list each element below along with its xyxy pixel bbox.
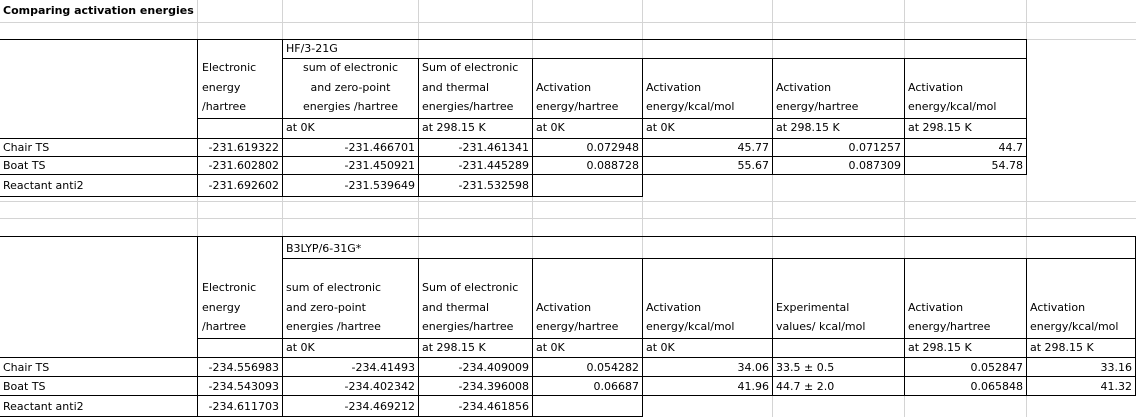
table2-header-zpe-1: sum of electronic — [286, 281, 382, 294]
table2-header-thermal-3: energies/hartree — [422, 320, 514, 333]
table1-header-thermal-3: energies/hartree — [422, 100, 514, 113]
sheet-title: Comparing activation energies — [3, 4, 194, 17]
cell-act2: 55.67 — [737, 159, 769, 172]
table2-header-act3-1: Activation — [908, 301, 964, 314]
table2-temp: at 0K — [646, 341, 675, 354]
table1-header-act4-2: energy/kcal/mol — [908, 100, 997, 113]
cell-electronic: -231.619322 — [208, 141, 279, 154]
table2-header-act1-2: energy/hartree — [536, 320, 619, 333]
table1-header-thermal-2: and thermal — [422, 81, 490, 94]
table1-header-zpe-2: and zero-point — [310, 81, 391, 94]
cell-thermal: -231.532598 — [458, 179, 529, 192]
cell-act3: 0.071257 — [848, 141, 901, 154]
cell-act3: 0.052847 — [970, 361, 1023, 374]
table2-header-electronic-3: /hartree — [202, 320, 247, 333]
table2-header-zpe-3: energies /hartree — [286, 320, 381, 333]
table2-method: B3LYP/6-31G* — [286, 242, 362, 255]
row-label: Chair TS — [3, 141, 50, 154]
cell-experimental: 44.7 ± 2.0 — [776, 380, 835, 393]
table1-header-act2-1: Activation — [646, 81, 702, 94]
table2-temp: at 298.15 K — [908, 341, 972, 354]
table1-temp: at 298.15 K — [422, 121, 486, 134]
table2-header-exp-1: Experimental — [776, 301, 850, 314]
table2-temp: at 0K — [286, 341, 315, 354]
table2-temp: at 0K — [536, 341, 565, 354]
table1-temp: at 298.15 K — [776, 121, 840, 134]
cell-act4: 41.32 — [1100, 380, 1132, 393]
table2-header-exp-2: values/ kcal/mol — [776, 320, 866, 333]
table1-header-act2-2: energy/kcal/mol — [646, 100, 735, 113]
row-label: Boat TS — [3, 159, 46, 172]
cell-act1: 0.06687 — [593, 380, 639, 393]
cell-zpe: -231.450921 — [344, 159, 415, 172]
table1-header-zpe-1: sum of electronic — [302, 61, 399, 74]
cell-zpe: -231.539649 — [344, 179, 415, 192]
cell-electronic: -234.611703 — [208, 400, 279, 413]
table1-header-thermal-1: Sum of electronic — [422, 61, 519, 74]
cell-zpe: -234.469212 — [344, 400, 415, 413]
cell-act1: 0.088728 — [586, 159, 639, 172]
cell-act2: 45.77 — [737, 141, 769, 154]
table1-header-electronic-3: /hartree — [202, 100, 247, 113]
table2-temp: at 298.15 K — [1030, 341, 1094, 354]
table1-temp: at 0K — [536, 121, 565, 134]
table1-temp: at 0K — [286, 121, 315, 134]
table1-header-act1-2: energy/hartree — [536, 100, 619, 113]
cell-act3: 0.065848 — [970, 380, 1023, 393]
cell-thermal: -234.409009 — [458, 361, 529, 374]
table2-header-act2-1: Activation — [646, 301, 702, 314]
cell-zpe: -231.466701 — [344, 141, 415, 154]
cell-electronic: -231.602802 — [208, 159, 279, 172]
cell-zpe: -234.402342 — [344, 380, 415, 393]
table2-header-thermal-2: and thermal — [422, 301, 490, 314]
table1-header-act4-1: Activation — [908, 81, 964, 94]
table2-header-electronic-2: energy — [202, 301, 241, 314]
table1-temp: at 0K — [646, 121, 675, 134]
table2-header-act2-2: energy/kcal/mol — [646, 320, 735, 333]
cell-thermal: -234.396008 — [458, 380, 529, 393]
table2-header-act3-2: energy/hartree — [908, 320, 991, 333]
cell-act2: 34.06 — [737, 361, 769, 374]
cell-act1: 0.072948 — [586, 141, 639, 154]
cell-act2: 41.96 — [737, 380, 769, 393]
cell-act4: 44.7 — [998, 141, 1023, 154]
table1-header-electronic-1: Electronic — [202, 61, 257, 74]
cell-electronic: -231.692602 — [208, 179, 279, 192]
table2-header-act1-1: Activation — [536, 301, 592, 314]
cell-electronic: -234.556983 — [208, 361, 279, 374]
cell-zpe: -234.41493 — [351, 361, 415, 374]
table1-header-act3-1: Activation — [776, 81, 832, 94]
table2-header-act4-1: Activation — [1030, 301, 1086, 314]
cell-electronic: -234.543093 — [208, 380, 279, 393]
table1-method: HF/3-21G — [286, 42, 338, 55]
table1-header-act1-1: Activation — [536, 81, 592, 94]
table2-header-act4-2: energy/kcal/mol — [1030, 320, 1119, 333]
cell-act4: 33.16 — [1100, 361, 1132, 374]
row-label: Boat TS — [3, 380, 46, 393]
cell-act4: 54.78 — [991, 159, 1023, 172]
table2-header-zpe-2: and zero-point — [286, 301, 366, 314]
cell-thermal: -234.461856 — [458, 400, 529, 413]
table1-header-zpe-3: energies /hartree — [303, 100, 398, 113]
table1-temp: at 298.15 K — [908, 121, 972, 134]
cell-thermal: -231.461341 — [458, 141, 529, 154]
row-label: Reactant anti2 — [3, 400, 84, 413]
table2-header-thermal-1: Sum of electronic — [422, 281, 519, 294]
cell-act1: 0.054282 — [586, 361, 639, 374]
row-label: Chair TS — [3, 361, 50, 374]
table2-header-electronic-1: Electronic — [202, 281, 257, 294]
table1-header-act3-2: energy/hartree — [776, 100, 859, 113]
table2-temp: at 298.15 K — [422, 341, 486, 354]
table1-header-electronic-2: energy — [202, 81, 241, 94]
row-label: Reactant anti2 — [3, 179, 84, 192]
cell-experimental: 33.5 ± 0.5 — [776, 361, 835, 374]
cell-thermal: -231.445289 — [458, 159, 529, 172]
cell-act3: 0.087309 — [848, 159, 901, 172]
